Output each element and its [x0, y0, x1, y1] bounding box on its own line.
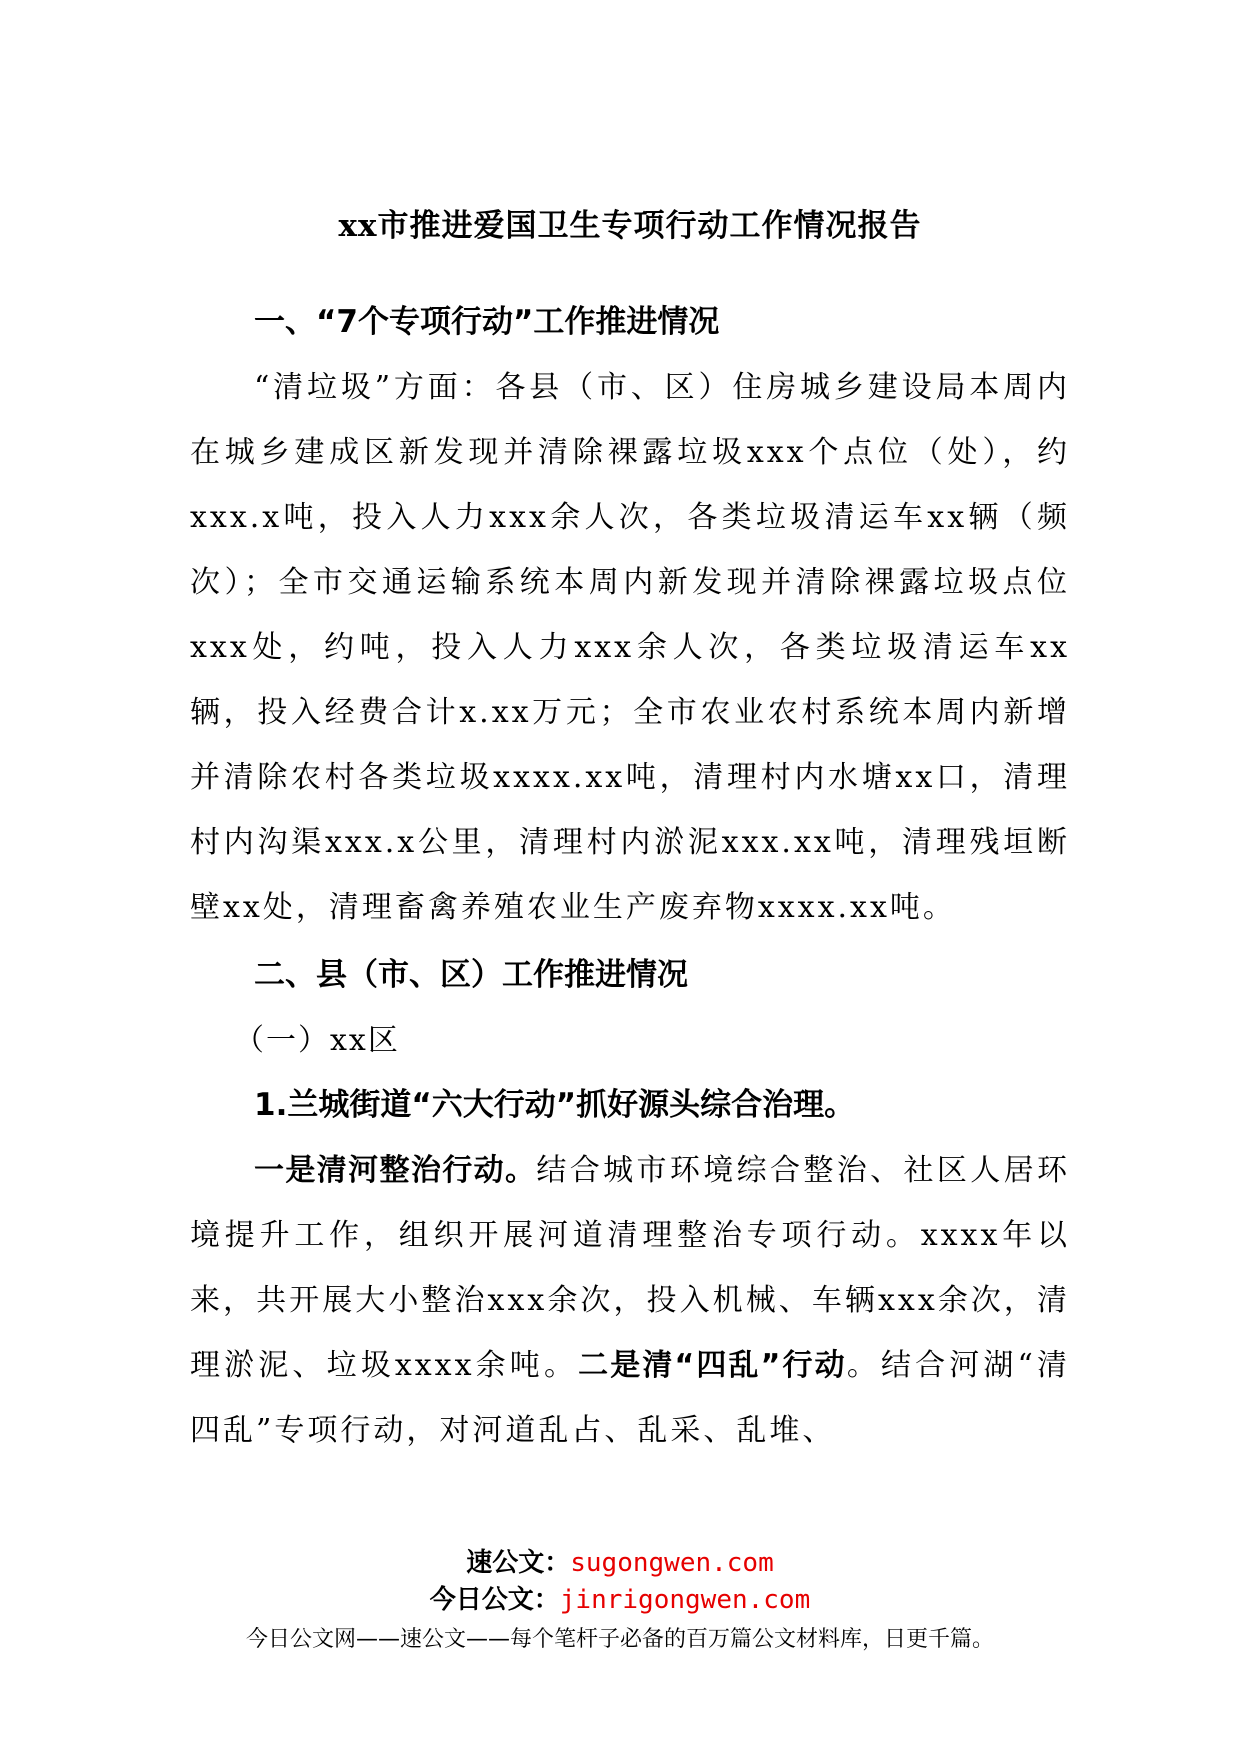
jinrigongwen-link[interactable]: jinrigongwen.com	[559, 1585, 811, 1615]
section2-heading: 二、县（市、区）工作推进情况	[254, 957, 688, 993]
section1-paragraph: “清垃圾”方面：各县（市、区）住房城乡建设局本周内在城乡建成区新发现并清除裸露垃圾xxx个点位（处），约xxx.x吨，投入人力xxx余人次，各类垃圾清运车xx辆（频次）；全市交通运输系统本周内新发现并清除裸露垃圾点位xxx处，约吨，投入人力xxx余人次，各类垃圾清运车xx辆，投入经费合计x.xx万元；全市农业农村系统本周内新增并清除农村各类垃圾xxxx.xx吨，清理村内水塘xx口，清理村内沟渠xxx.x公里，清理村内淤泥xxx.xx吨，清理残垣断壁xx处，清理畜禽养殖农业生产废弃物xxxx.xx吨。	[190, 370, 1070, 925]
section1-heading: 一、“7个专项行动”工作推进情况	[254, 304, 720, 340]
sugongwen-link[interactable]: sugongwen.com	[570, 1548, 774, 1578]
subsection-heading: （一）xx区	[234, 1023, 400, 1058]
footer-line-sugongwen	[0, 1542, 1240, 1579]
action1-text: 结合城市环境综合整治、社区人居环境提升工作，组织开展河道清理整治专项行动。xxxx年以来，共开展大小整治xxx余次，投入机械、车辆xxx余次，清理淤泥、垃圾xxxx余吨。	[190, 1153, 1070, 1383]
document-body	[190, 200, 1070, 1463]
action2-lead: 二是清“四乱”行动	[578, 1348, 847, 1383]
action-paragraph	[190, 1138, 1070, 1463]
item1-heading: 1.兰城街道“六大行动”抓好源头综合治理。	[254, 1087, 856, 1123]
footer-label-1: 速公文：	[466, 1548, 571, 1578]
footer-line-jinrigongwen	[0, 1579, 1240, 1616]
footer-label-2: 今日公文：	[429, 1585, 560, 1615]
action2-text: 。结合河湖“清四乱”专项行动，对河道乱占、乱采、乱堆、	[190, 1348, 1070, 1448]
document-title: xx市推进爱国卫生专项行动工作情况报告	[338, 208, 922, 244]
action1-lead: 一是清河整治行动。	[254, 1153, 537, 1188]
footer-tagline: 今日公文网——速公文——每个笔杆子必备的百万篇公文材料库，日更千篇。	[245, 1627, 994, 1652]
